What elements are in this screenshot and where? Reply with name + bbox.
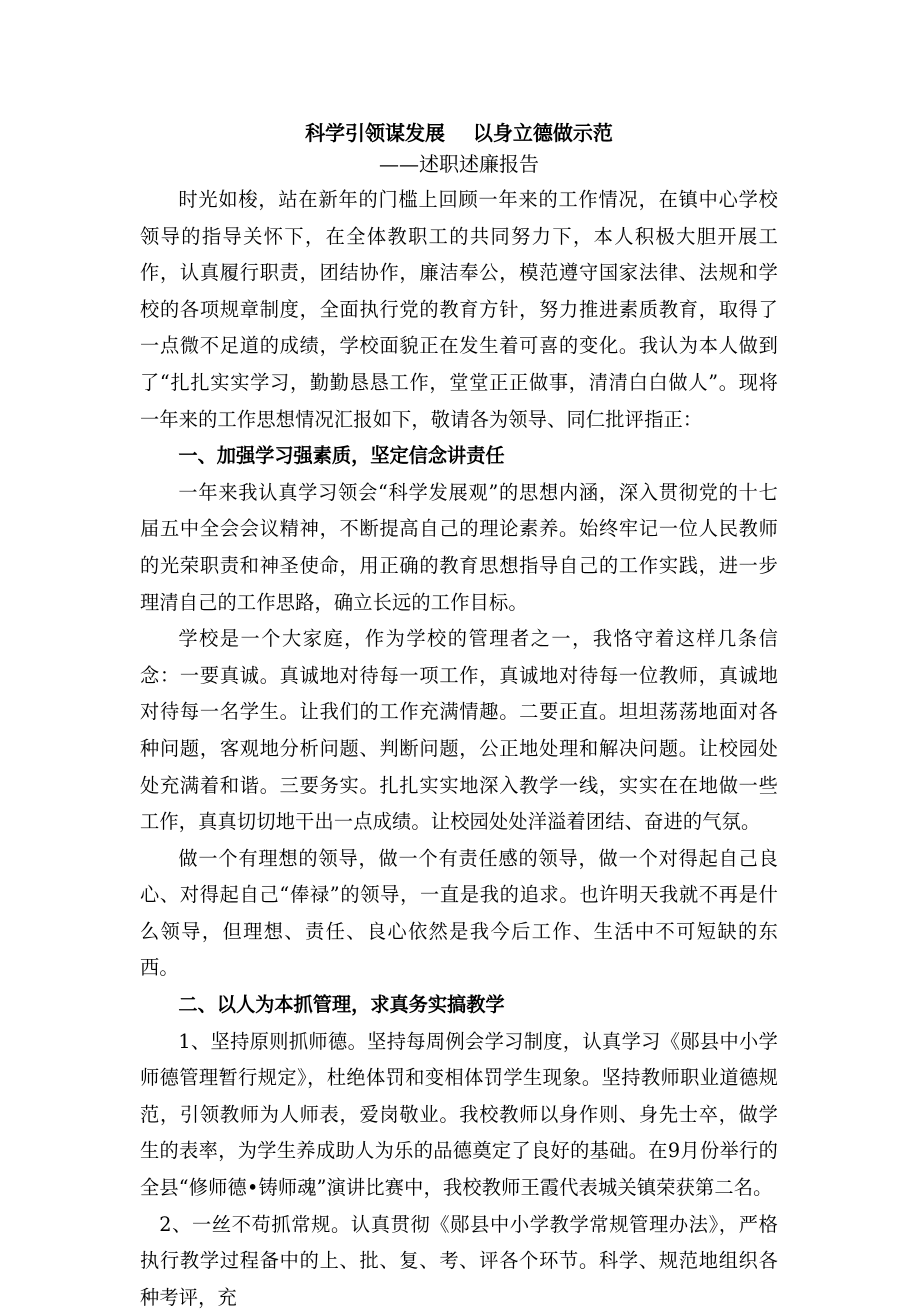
document-title: 科学引领谋发展 以身立德做示范 — [305, 121, 613, 145]
section-heading-2: 二、以人为本抓管理，求真务实搞教学 — [178, 993, 505, 1017]
section-1-paragraph-1: 一年来我认真学习领会“科学发展观”的思想内涵，深入贯彻党的十七届五中全会会议精神，不断提高自己的理论素养。始终牢记一位人民教师的光荣职责和神圣使命，用正确的教育思想指导自己的工作实践，进一步理清自己的工作思路，确立长远的工作目标。 — [140, 480, 778, 614]
section-1-paragraph-2: 学校是一个大家庭，作为学校的管理者之一，我恪守着这样几条信念：一要真诚。真诚地对待每一项工作，真诚地对待每一位教师，真诚地对待每一名学生。让我们的工作充满情趣。二要正直。坦坦荡荡地面对各种问题，客观地分析问题、判断问题，公正地处理和解决问题。让校园处处充满着和谐。三要务实。扎扎实实地深入教学一线，实实在在地做一些工作，真真切切地干出一点成绩。让校园处处洋溢着团结、奋进的气氛。 — [140, 627, 778, 834]
document-subtitle: ——述职述廉报告 — [379, 152, 539, 176]
section-2-item-2: 2、一丝不苟抓常规。认真贯彻《郧县中小学教学常规管理办法》，严格执行教学过程备中的上、批、复、考、评各个环节。科学、规范地组织各种考评，充 — [140, 1212, 778, 1309]
section-2-item-1: 1、坚持原则抓师德。坚持每周例会学习制度，认真学习《郧县中小学师德管理暂行规定》，杜绝体罚和变相体罚学生现象。坚持教师职业道德规范，引领教师为人师表，爱岗敬业。我校教师以身作则、身先士卒，做学生的表率，为学生养成助人为乐的品德奠定了良好的基础。在9月份举行的全县“修师德•铸师魂”演讲比赛中，我校教师王霞代表城关镇荣获第二名。 — [140, 1029, 778, 1200]
intro-paragraph: 时光如梭，站在新年的门槛上回顾一年来的工作情况，在镇中心学校领导的指导关怀下，在全体教职工的共同努力下，本人积极大胆开展工作，认真履行职责，团结协作，廉洁奉公，模范遵守国家法律、法规和学校的各项规章制度，全面执行党的教育方针，努力推进素质教育，取得了一点微不足道的成绩，学校面貌正在发生着可喜的变化。我认为本人做到了“扎扎实实学习，勤勤恳恳工作，堂堂正正做事，清清白白做人”。现将一年来的工作思想情况汇报如下，敬请各为领导、同仁批评指正： — [140, 188, 778, 431]
section-1-paragraph-3: 做一个有理想的领导，做一个有责任感的领导，做一个对得起自己良心、对得起自己“俸禄”的领导，一直是我的追求。也许明天我就不再是什么领导，但理想、责任、良心依然是我今后工作、生活中不可短缺的东西。 — [140, 846, 778, 980]
section-heading-1: 一、加强学习强素质，坚定信念讲责任 — [178, 444, 505, 468]
